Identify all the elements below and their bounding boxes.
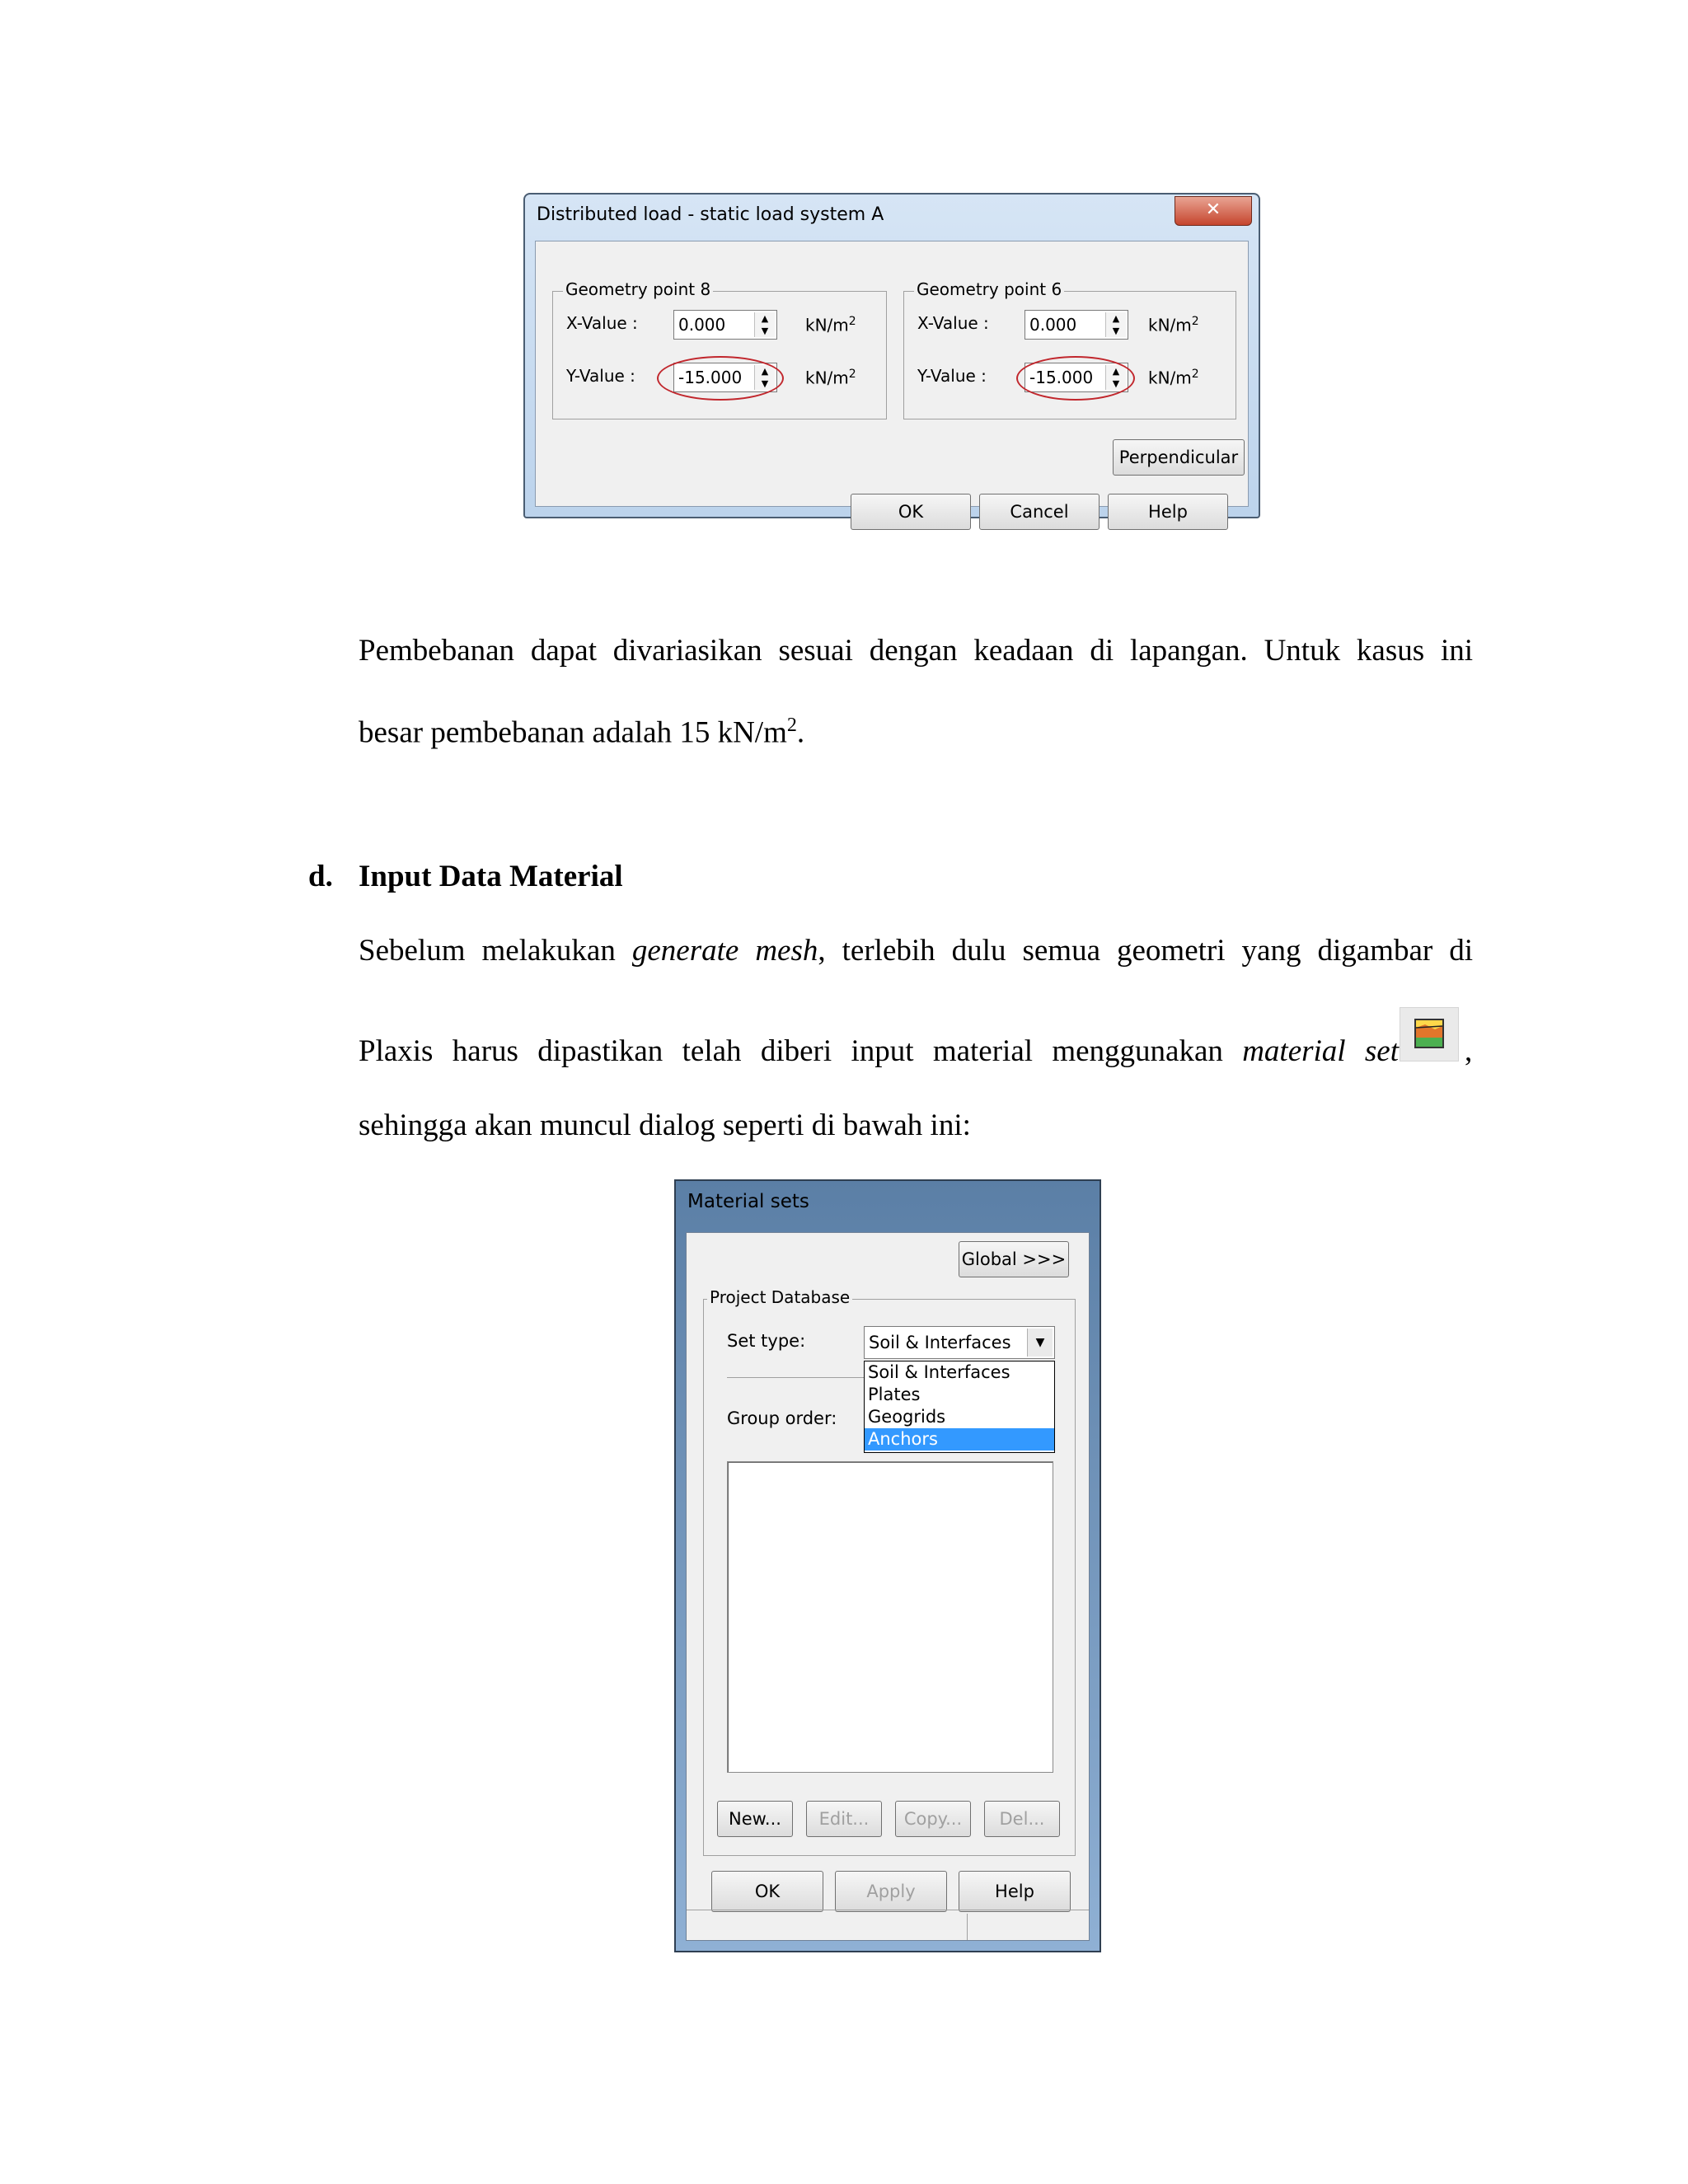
copy-button[interactable]: Copy... <box>895 1801 971 1837</box>
paragraph-2-line-1: Sebelum melakukan generate mesh, terlebih dulu semua geometri yang digambar di <box>359 934 1473 968</box>
status-bar <box>687 1910 1089 1940</box>
paragraph-2-comma: , <box>1465 1034 1473 1068</box>
group-title: Geometry point 8 <box>563 279 713 299</box>
group-title: Project Database <box>707 1287 852 1307</box>
option-plates[interactable]: Plates <box>868 1385 921 1404</box>
material-set-icon <box>1400 1007 1459 1062</box>
cancel-button[interactable]: Cancel <box>979 494 1100 530</box>
y-value-label: Y-Value : <box>917 366 987 386</box>
dialog-client <box>686 1232 1090 1941</box>
x-value-input[interactable] <box>673 310 777 340</box>
x-value-text: 0.000 <box>678 315 726 335</box>
new-button[interactable]: New... <box>717 1801 793 1837</box>
geometry-point-8-group <box>552 279 887 419</box>
set-type-dropdown[interactable] <box>864 1326 1055 1359</box>
perpendicular-button[interactable]: Perpendicular <box>1113 439 1245 476</box>
section-heading: Input Data Material <box>359 860 623 893</box>
paragraph-2-line-3: sehingga akan muncul dialog seperti di bawah ini: <box>359 1108 971 1142</box>
close-button[interactable] <box>1175 196 1252 226</box>
x-value-label: X-Value : <box>917 313 989 333</box>
paragraph-2-line-2: Plaxis harus dipastikan telah diberi input material menggunakan material set <box>359 1034 1399 1068</box>
global-button[interactable]: Global >>> <box>959 1241 1069 1277</box>
chevron-down-icon[interactable]: ▼ <box>1027 1329 1053 1357</box>
project-database-group <box>703 1287 1076 1856</box>
spinner-arrows-icon[interactable]: ▲ ▼ <box>754 365 775 390</box>
spinner-arrows-icon[interactable]: ▲ ▼ <box>1105 312 1126 337</box>
distributed-load-dialog <box>523 193 1260 522</box>
dialog-client <box>535 241 1249 522</box>
y-value-input[interactable] <box>1025 363 1128 392</box>
ok-button[interactable]: OK <box>711 1871 823 1912</box>
y-unit: $kN/m^2$ <box>805 368 856 388</box>
set-type-value: Soil & Interfaces <box>869 1333 1011 1352</box>
dialog-title: Distributed load - static load system A <box>537 204 884 225</box>
title-bar[interactable] <box>525 194 1259 241</box>
group-title: Geometry point 6 <box>914 279 1064 299</box>
spinner-arrows-icon[interactable]: ▲ ▼ <box>754 312 775 337</box>
y-value-input[interactable] <box>673 363 777 392</box>
y-value-text: -15.000 <box>678 368 743 387</box>
geometry-point-6-group <box>903 279 1236 419</box>
option-soil-interfaces[interactable]: Soil & Interfaces <box>868 1362 1010 1382</box>
help-button[interactable]: Help <box>959 1871 1071 1912</box>
section-marker: d. <box>308 860 333 893</box>
paragraph-1-line-1: Pembebanan dapat divariasikan sesuai dengan keadaan di lapangan. Untuk kasus ini <box>359 634 1473 668</box>
material-sets-dialog <box>674 1179 1101 1952</box>
ok-button[interactable]: OK <box>851 494 971 530</box>
y-unit: $kN/m^2$ <box>1148 368 1199 388</box>
separator <box>727 1377 867 1378</box>
close-icon: ✕ <box>1205 199 1221 220</box>
y-value-text: -15.000 <box>1029 368 1094 387</box>
material-list[interactable] <box>727 1461 1053 1773</box>
set-type-label: Set type: <box>727 1331 806 1351</box>
x-unit: $kN/m^2$ <box>805 315 856 335</box>
y-value-label: Y-Value : <box>566 366 635 386</box>
group-order-label: Group order: <box>727 1408 837 1428</box>
dialog-title: Material sets <box>687 1191 809 1212</box>
delete-button[interactable]: Del... <box>984 1801 1060 1837</box>
x-value-label: X-Value : <box>566 313 638 333</box>
set-type-options <box>864 1361 1055 1453</box>
x-value-input[interactable] <box>1025 310 1128 340</box>
spinner-arrows-icon[interactable]: ▲ ▼ <box>1105 365 1126 390</box>
option-geogrids[interactable]: Geogrids <box>868 1407 946 1427</box>
paragraph-1-line-2: besar pembebanan adalah 15 $kN/m^2$. <box>359 715 805 750</box>
option-anchors[interactable]: Anchors <box>865 1428 1054 1451</box>
x-value-text: 0.000 <box>1029 315 1077 335</box>
x-unit: $kN/m^2$ <box>1148 315 1199 335</box>
edit-button[interactable]: Edit... <box>806 1801 882 1837</box>
apply-button[interactable]: Apply <box>835 1871 947 1912</box>
help-button[interactable]: Help <box>1108 494 1228 530</box>
